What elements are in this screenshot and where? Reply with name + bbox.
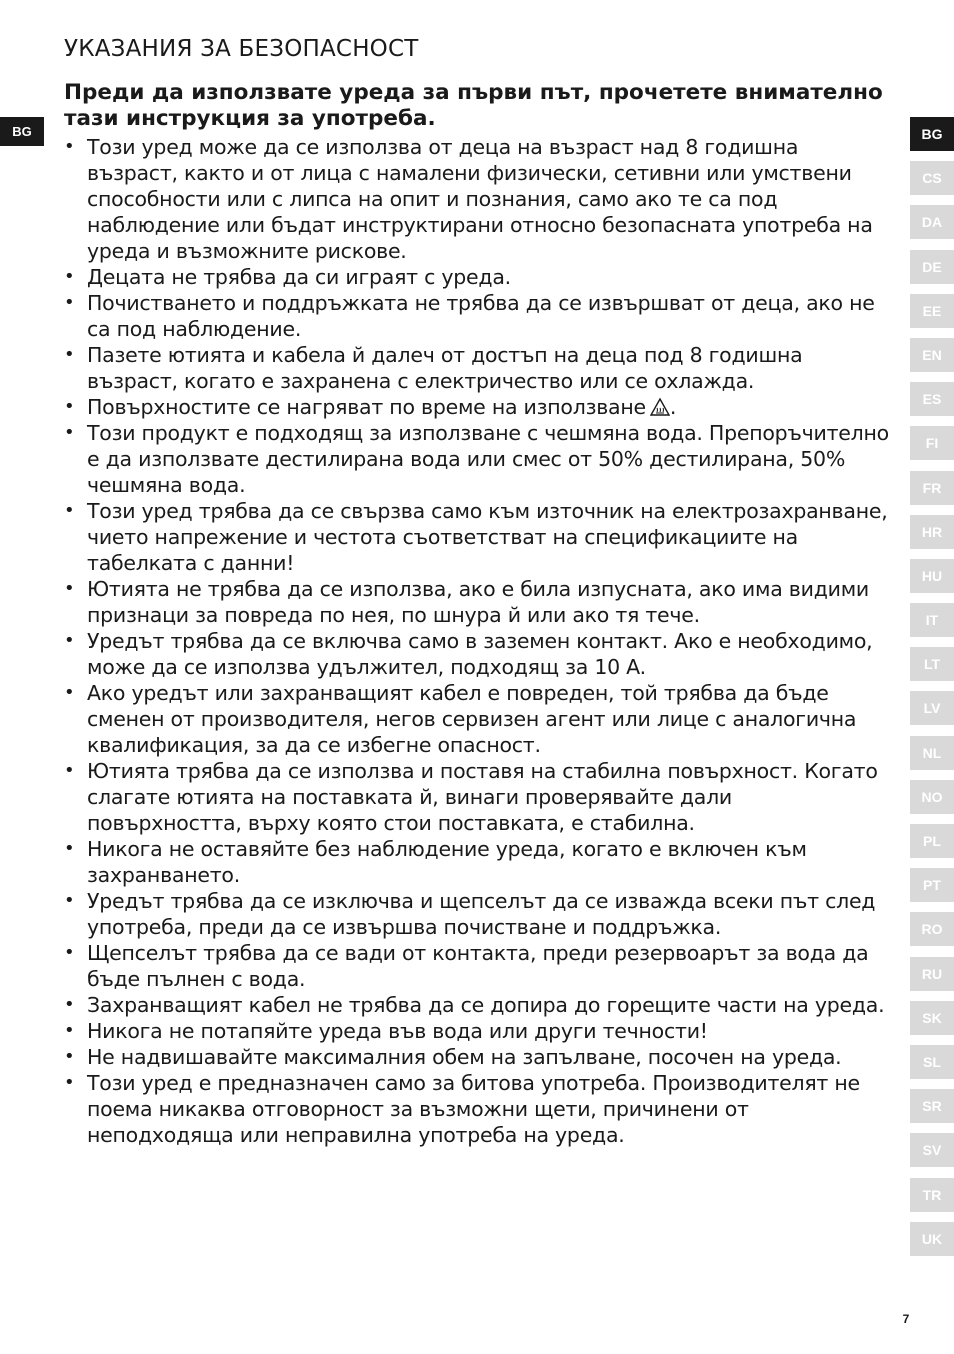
language-tab-hu[interactable]: HU xyxy=(910,559,954,593)
language-tab-sl[interactable]: SL xyxy=(910,1045,954,1079)
language-tab-en[interactable]: EN xyxy=(910,338,954,372)
bullet: • xyxy=(64,266,75,287)
language-tab-it[interactable]: IT xyxy=(910,603,954,637)
safety-rule-item xyxy=(64,1018,892,1044)
bullet: • xyxy=(64,578,75,599)
language-tab-de[interactable]: DE xyxy=(910,250,954,284)
safety-rule-item xyxy=(64,1070,892,1148)
safety-rule-item xyxy=(64,264,892,290)
safety-rule-text: Почистването и поддръжката не трябва да се извършват от деца, ако не са под наблюдение. xyxy=(87,291,875,341)
sentence-period: . xyxy=(669,395,677,419)
safety-rule-text: Ако уредът или захранващият кабел е повреден, той трябва да бъде сменен от производителя, негов сервизен агент или лице с аналогична квалификация, за да се избегне опасност. xyxy=(87,681,857,757)
bullet: • xyxy=(64,1046,75,1067)
safety-rule-text: Щепселът трябва да се вади от контакта, преди резервоарът за вода да бъде пълнен с вода. xyxy=(87,941,869,991)
language-tab-tr[interactable]: TR xyxy=(910,1178,954,1212)
language-tab-lt[interactable]: LT xyxy=(910,647,954,681)
language-tab-ee[interactable]: EE xyxy=(910,294,954,328)
safety-rule-text: Този продукт е подходящ за използване с чешмяна вода. Препоръчително е да използвате дестилирана вода или смес от 50% дестилирана, 50% чешмяна вода. xyxy=(87,421,889,497)
safety-rule-item xyxy=(64,498,892,576)
bullet: • xyxy=(64,136,75,157)
safety-rule-item xyxy=(64,290,892,342)
bullet: • xyxy=(64,344,75,365)
bullet: • xyxy=(64,682,75,703)
bullet: • xyxy=(64,396,75,417)
language-tab-bg[interactable]: BG xyxy=(910,117,954,151)
safety-rule-item xyxy=(64,992,892,1018)
bullet: • xyxy=(64,760,75,781)
language-tab-cs[interactable]: CS xyxy=(910,161,954,195)
bullet: • xyxy=(64,1072,75,1093)
bullet: • xyxy=(64,422,75,443)
safety-rule-item xyxy=(64,758,892,836)
language-tab-fr[interactable]: FR xyxy=(910,471,954,505)
language-tab-es[interactable]: ES xyxy=(910,382,954,416)
language-tab-fi[interactable]: FI xyxy=(910,426,954,460)
language-tab-sk[interactable]: SK xyxy=(910,1001,954,1035)
safety-rule-text: Ютията не трябва да се използва, ако е била изпусната, ако има видими признаци за повреда по нея, по шнура й или ако тя тече. xyxy=(87,577,869,627)
safety-rule-text: Децата не трябва да си играят с уреда. xyxy=(87,265,511,289)
safety-rule-text: Никога не оставяйте без наблюдение уреда, когато е включен към захранването. xyxy=(87,837,807,887)
safety-rule-item xyxy=(64,134,892,264)
safety-rule-text: Уредът трябва да се изключва и щепселът да се изважда всеки път след употреба, преди да се извършва почистване и поддръжка. xyxy=(87,889,876,939)
safety-rule-text: Ютията трябва да се използва и поставя на стабилна повърхност. Когато слагате ютията на поставката й, винаги проверявайте дали повърхността, върху която стои поставката, е стабилна. xyxy=(87,759,878,835)
page-title: УКАЗАНИЯ ЗА БЕЗОПАСНОСТ xyxy=(64,36,419,62)
language-tab-ro[interactable]: RO xyxy=(910,912,954,946)
language-tab-ru[interactable]: RU xyxy=(910,957,954,991)
bullet: • xyxy=(64,500,75,521)
bullet: • xyxy=(64,890,75,911)
language-tab-no[interactable]: NO xyxy=(910,780,954,814)
safety-rule-item xyxy=(64,576,892,628)
safety-rule-text: Този уред може да се използва от деца на възраст над 8 годишна възраст, както и от лица с намалени физически, сетивни или умствени способности или с липса на опит и познания, само ако те са под наблюдение или бъдат инструктирани относно безопасната употреба на уреда и възможните рискове. xyxy=(87,135,873,263)
safety-rule-item xyxy=(64,420,892,498)
bullet: • xyxy=(64,292,75,313)
safety-rule-text: Не надвишавайте максималния обем на запълване, посочен на уреда. xyxy=(87,1045,842,1069)
safety-rule-text: Захранващият кабел не трябва да се допира до горещите части на уреда. xyxy=(87,993,885,1017)
language-tab-pt[interactable]: PT xyxy=(910,868,954,902)
safety-rule-text: Този уред е предназначен само за битова употреба. Производителят не поема никаква отговорност за възможни щети, причинени от неподходяща или неправилна употреба на уреда. xyxy=(87,1071,860,1147)
bullet: • xyxy=(64,630,75,651)
safety-rule-item xyxy=(64,342,892,394)
language-tab-sv[interactable]: SV xyxy=(910,1133,954,1167)
page-number: 7 xyxy=(902,1312,910,1326)
safety-rule-item xyxy=(64,888,892,940)
safety-rule-item xyxy=(64,1044,892,1070)
safety-rule-text: Повърхностите се нагряват по време на използване xyxy=(87,395,646,419)
language-tab-sr[interactable]: SR xyxy=(910,1089,954,1123)
safety-rule-item xyxy=(64,628,892,680)
safety-rule-text: Уредът трябва да се включва само в заземен контакт. Ако е необходимо, може да се използва удължител, подходящ за 10 A. xyxy=(87,629,873,679)
language-tab-da[interactable]: DA xyxy=(910,205,954,239)
safety-rule-item xyxy=(64,680,892,758)
safety-rule-item xyxy=(64,394,892,420)
intro-text: Преди да използвате уреда за първи път, прочетете внимателно тази инструкция за употреба. xyxy=(64,80,883,131)
bullet: • xyxy=(64,1020,75,1041)
safety-rule-item xyxy=(64,940,892,992)
language-tab-lv[interactable]: LV xyxy=(910,691,954,725)
safety-rule-text: Пазете ютията и кабела й далеч от достъп на деца под 8 годишна възраст, когато е захранена с електричество или се охлажда. xyxy=(87,343,803,393)
language-tab-uk[interactable]: UK xyxy=(910,1222,954,1256)
safety-rule-text: Този уред трябва да се свързва само към източник на електрозахранване, чието напрежение и честота съответстват на спецификациите на табелката с данни! xyxy=(87,499,888,575)
bullet: • xyxy=(64,942,75,963)
safety-rule-item xyxy=(64,836,892,888)
safety-rule-text: Никога не потапяйте уреда във вода или други течности! xyxy=(87,1019,708,1043)
bullet: • xyxy=(64,994,75,1015)
language-tab-hr[interactable]: HR xyxy=(910,515,954,549)
language-tab-left: BG xyxy=(0,117,44,146)
language-tab-nl[interactable]: NL xyxy=(910,736,954,770)
hot-surface-warning-icon xyxy=(650,398,670,416)
safety-rules-list xyxy=(64,134,892,1148)
bullet: • xyxy=(64,838,75,859)
language-index xyxy=(910,117,954,1266)
language-tab-pl[interactable]: PL xyxy=(910,824,954,858)
